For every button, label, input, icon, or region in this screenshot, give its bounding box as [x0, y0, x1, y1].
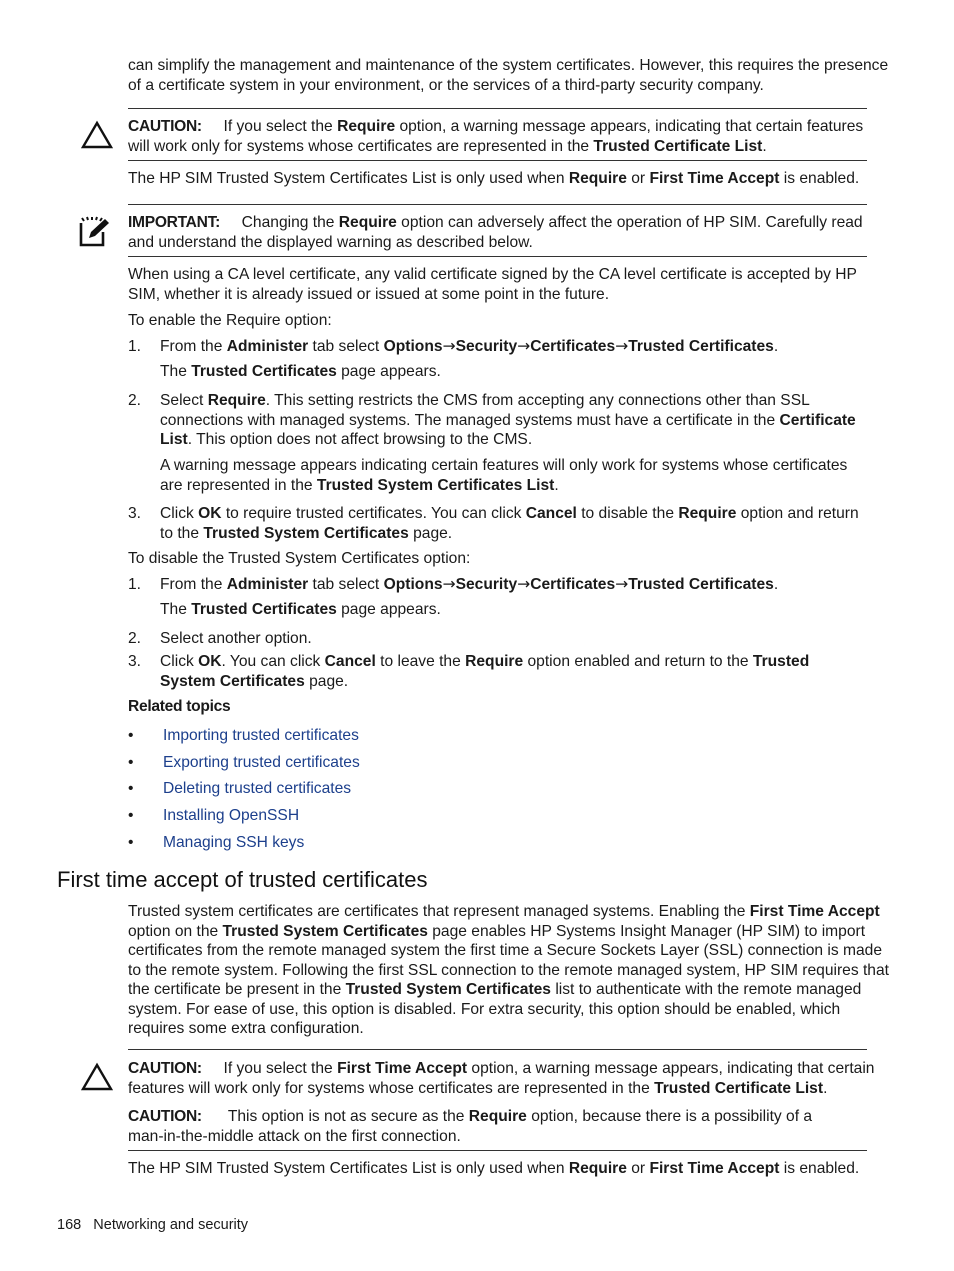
- enable-step-2-warning: A warning message appears indicating certain features will only work for systems whose certificates are represented in the Trusted System Certificates List.: [160, 457, 848, 494]
- step-number: 1.: [128, 576, 142, 593]
- disable-step-1-result: The Trusted Certificates page appears.: [160, 601, 441, 618]
- bullet: •: [128, 780, 134, 797]
- caution-note: CAUTION: If you select the Require option, a warning message appears, indicating that certain features will work only for systems whose certificates are represented in the Trusted Certificate List.: [128, 118, 864, 155]
- link-deleting-trusted-certificates[interactable]: Deleting trusted certificates: [163, 780, 352, 797]
- chapter-title: Networking and security: [93, 1217, 249, 1233]
- section-paragraph: Trusted system certificates are certificates that represent managed systems. Enabling the First Time Accept option on the Trusted System Certificates page enables HP Systems Insight Manager (HP SIM) to import certificates from the remote managed system the first time a Secure Sockets Layer (SSL) connection is made to the remote system. Following the first SSL connection to the remote managed system, HP SIM requires that the certificate be present in the Trusted System Certificates list to authenticate with the remote managed system. For ease of use, this option is disabled. For extra security, this option should be enabled, which requires some extra configuration.: [128, 903, 889, 1037]
- important-pencil-icon: [78, 214, 112, 248]
- disable-step-3: Click OK. You can click Cancel to leave the Require option enabled and return to the Trusted System Certificates page.: [160, 653, 810, 690]
- caution-note: CAUTION: This option is not as secure as the Require option, because there is a possibility of a man-in-the-middle attack on the first connection.: [128, 1108, 813, 1145]
- intro-paragraph: can simplify the management and maintenance of the system certificates. However, this requires the presence of a certificate system in your environment, or the services of a third-party security company.: [128, 57, 889, 94]
- disable-step-1: From the Administer tab select Options→Security→Certificates→Trusted Certificates.: [160, 575, 779, 593]
- link-exporting-trusted-certificates[interactable]: Exporting trusted certificates: [163, 754, 360, 771]
- page-number: 168: [57, 1217, 82, 1233]
- step-number: 3.: [128, 505, 142, 522]
- important-bottom-rule: [128, 256, 867, 257]
- caution-top-rule: [128, 108, 867, 109]
- link-managing-ssh-keys[interactable]: Managing SSH keys: [163, 834, 305, 851]
- caution-top-rule: [128, 1049, 867, 1050]
- page-footer: [57, 1216, 248, 1236]
- caution-bottom-rule: [128, 1150, 867, 1151]
- step-number: 3.: [128, 653, 142, 670]
- link-importing-trusted-certificates[interactable]: Importing trusted certificates: [163, 727, 359, 744]
- link-installing-openssh[interactable]: Installing OpenSSH: [163, 807, 300, 824]
- caution-icon: [80, 1062, 114, 1092]
- important-note: IMPORTANT: Changing the Require option can adversely affect the operation of HP SIM. Carefully read and understand the displayed warning as described below.: [128, 214, 863, 251]
- important-top-rule: [128, 204, 867, 205]
- note-paragraph: The HP SIM Trusted System Certificates List is only used when Require or First Time Accept is enabled.: [128, 1160, 860, 1177]
- step-number: 2.: [128, 630, 142, 647]
- note-paragraph: The HP SIM Trusted System Certificates List is only used when Require or First Time Accept is enabled.: [128, 170, 860, 187]
- caution-icon: [80, 120, 114, 150]
- enable-step-3: Click OK to require trusted certificates. You can click Cancel to disable the Require option and return to the Trusted System Certificates page.: [160, 505, 859, 542]
- enable-step-2: Select Require. This setting restricts the CMS from accepting any connections other than SSL connections with managed systems. The managed systems must have a certificate in the Certificate List. This option does not affect browsing to the CMS.: [160, 392, 856, 448]
- caution-note: CAUTION: If you select the First Time Accept option, a warning message appears, indicating that certain features will work only for systems whose certificates are represented in the Trusted Certificate List.: [128, 1060, 875, 1097]
- step-number: 2.: [128, 392, 142, 409]
- step-number: 1.: [128, 338, 142, 355]
- bullet: •: [128, 727, 134, 744]
- disable-intro: To disable the Trusted System Certificates option:: [128, 550, 471, 567]
- enable-intro: To enable the Require option:: [128, 312, 332, 329]
- bullet: •: [128, 807, 134, 824]
- disable-step-2: Select another option.: [160, 630, 312, 647]
- ca-paragraph: When using a CA level certificate, any valid certificate signed by the CA level certificate is accepted by HP SIM, whether it is already issued or issued at some point in the future.: [128, 266, 857, 303]
- bullet: •: [128, 834, 134, 851]
- caution-bottom-rule: [128, 160, 867, 161]
- section-heading: First time accept of trusted certificates: [57, 867, 428, 892]
- related-topics-title: Related topics: [128, 698, 231, 715]
- enable-step-1: From the Administer tab select Options→Security→Certificates→Trusted Certificates.: [160, 337, 779, 355]
- bullet: •: [128, 754, 134, 771]
- enable-step-1-result: The Trusted Certificates page appears.: [160, 363, 441, 380]
